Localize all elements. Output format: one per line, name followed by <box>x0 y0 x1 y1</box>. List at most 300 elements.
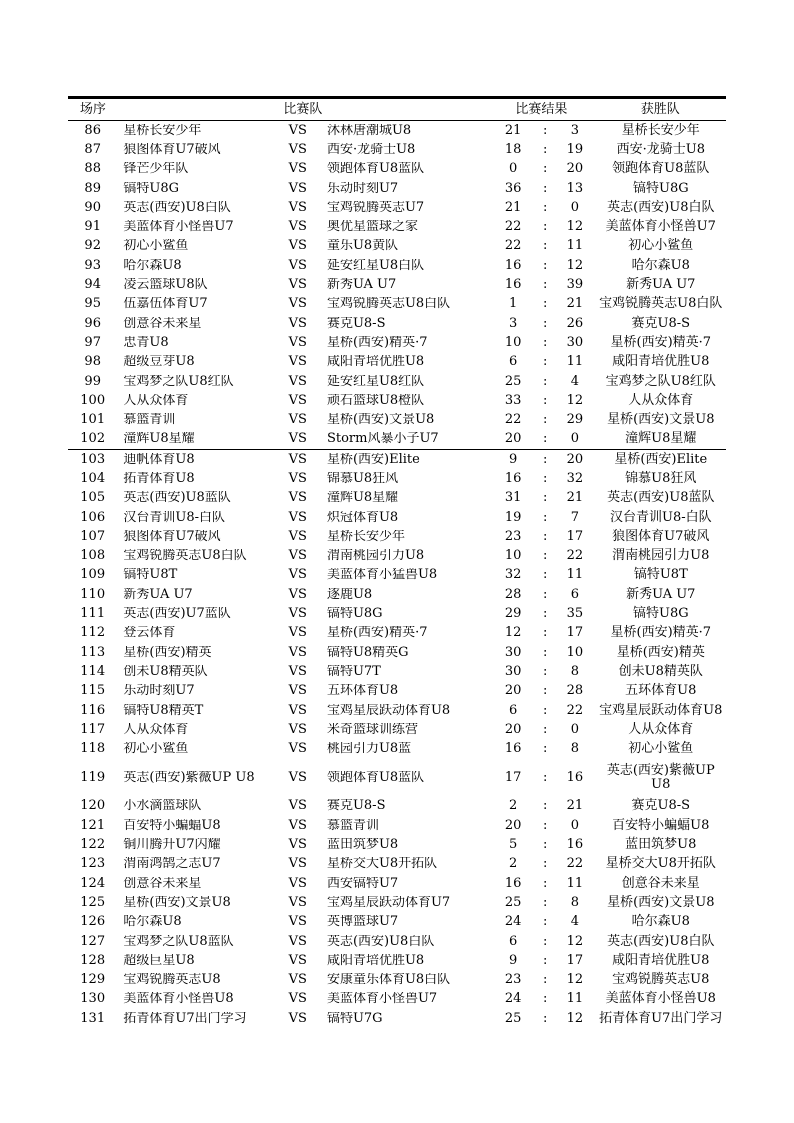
winner-team: 星桥交大U8开拓队 <box>605 856 716 872</box>
home-team: 英志(西安)U8白队 <box>123 200 231 215</box>
vs-label: VS <box>288 586 307 602</box>
winner-team: 赛克U8-S <box>631 798 691 814</box>
vs-label: VS <box>288 991 307 1007</box>
away-score: 17 <box>566 952 584 968</box>
vs-label: VS <box>288 199 307 215</box>
vs-label: VS <box>288 683 307 699</box>
home-team: 汉台青训U8-白队 <box>123 510 226 525</box>
away-team: 美蓝体育小猛兽U8 <box>326 568 438 583</box>
home-team: 登云体育 <box>123 626 176 641</box>
away-team: 西安·龙骑士U8 <box>326 142 416 157</box>
away-team: 慕篮青训 <box>326 818 379 833</box>
away-score: 12 <box>566 1010 584 1026</box>
winner-team: 星桥长安少年 <box>621 122 700 138</box>
vs-label: VS <box>288 354 307 370</box>
table-row <box>68 275 726 294</box>
winner-team: 镐特U8G <box>632 606 689 622</box>
away-score: 12 <box>566 392 584 408</box>
winner-team: 宝鸡锐腾英志U8白队 <box>599 296 723 312</box>
home-score: 2 <box>508 856 518 872</box>
away-team: 咸阳青培优胜U8 <box>326 355 425 370</box>
vs-label: VS <box>288 219 307 235</box>
home-score: 30 <box>504 663 522 679</box>
away-score: 11 <box>566 354 584 370</box>
home-score: 2 <box>508 798 518 814</box>
match-number: 118 <box>80 741 106 757</box>
table-row <box>68 314 726 333</box>
score-separator: : <box>543 373 548 389</box>
table-row <box>68 391 726 410</box>
score-separator: : <box>543 509 548 525</box>
score-separator: : <box>543 122 548 138</box>
match-number: 97 <box>84 334 101 350</box>
away-team: 锦慕U8狂风 <box>326 471 399 486</box>
winner-team: 人从众体育 <box>628 721 694 737</box>
vs-label: VS <box>288 122 307 138</box>
match-number: 91 <box>84 219 101 235</box>
home-score: 25 <box>504 1010 522 1026</box>
table-row <box>68 585 726 604</box>
home-score: 21 <box>504 199 522 215</box>
away-team: 宝鸡锐腾英志U8白队 <box>326 297 451 312</box>
match-number: 124 <box>80 875 106 891</box>
match-number: 121 <box>80 817 106 833</box>
away-score: 0 <box>570 431 579 447</box>
away-score: 22 <box>566 702 584 718</box>
away-team: 奥优星篮球之家 <box>326 220 418 235</box>
home-team: 潼辉U8星耀 <box>123 432 195 447</box>
winner-team: 英志(西安)紫薇UP U8 <box>606 762 715 792</box>
home-team: 超级巨星U8 <box>123 953 195 968</box>
away-score: 21 <box>566 798 584 814</box>
home-score: 9 <box>508 952 518 968</box>
table-row <box>68 295 726 314</box>
table-row <box>68 970 726 989</box>
table-row <box>68 179 726 198</box>
winner-team: 拓青体育U7出门学习 <box>599 1010 723 1026</box>
home-team: 创意谷未来星 <box>123 316 202 331</box>
away-score: 39 <box>566 277 584 293</box>
winner-team: 新秀UA U7 <box>626 586 696 602</box>
score-separator: : <box>543 741 548 757</box>
home-team: 人从众体育 <box>123 393 189 408</box>
winner-team: 星桥(西安)精英 <box>616 644 705 660</box>
table-row <box>68 410 726 429</box>
vs-label: VS <box>288 257 307 273</box>
vs-label: VS <box>288 837 307 853</box>
vs-label: VS <box>288 431 307 447</box>
winner-team: 星桥(西安)文景U8 <box>607 894 715 910</box>
match-number: 107 <box>80 528 106 544</box>
score-separator: : <box>543 451 548 467</box>
score-separator: : <box>543 894 548 910</box>
away-score: 17 <box>566 528 584 544</box>
table-row <box>68 643 726 662</box>
away-team: 镐特U8精英G <box>326 645 409 660</box>
home-team: 狼图体育U7破风 <box>123 529 221 544</box>
match-number: 98 <box>84 354 101 370</box>
away-team: 西安镐特U7 <box>326 876 399 891</box>
home-score: 17 <box>504 769 522 785</box>
winner-team: 五环体育U8 <box>625 683 697 699</box>
home-team: 宝鸡梦之队U8红队 <box>123 374 234 389</box>
home-team: 星桥(西安)文景U8 <box>123 895 231 910</box>
away-score: 0 <box>570 817 579 833</box>
winner-team: 创意谷未来星 <box>621 875 700 891</box>
vs-label: VS <box>288 817 307 833</box>
table-row <box>68 527 726 546</box>
vs-label: VS <box>288 702 307 718</box>
home-score: 16 <box>504 470 522 486</box>
score-separator: : <box>543 567 548 583</box>
vs-label: VS <box>288 141 307 157</box>
header-result: 比赛结果 <box>515 101 568 117</box>
winner-team: 哈尔森U8 <box>631 257 690 273</box>
winner-team: 英志(西安)U8白队 <box>607 933 715 949</box>
match-number: 109 <box>80 567 106 583</box>
winner-team: 蓝田筑梦U8 <box>625 837 697 853</box>
away-score: 4 <box>570 914 579 930</box>
away-score: 6 <box>570 586 579 602</box>
home-score: 25 <box>504 373 522 389</box>
score-separator: : <box>543 1010 548 1026</box>
winner-team: 美蓝体育小怪兽U8 <box>605 991 716 1007</box>
match-number: 119 <box>80 769 106 785</box>
vs-label: VS <box>288 798 307 814</box>
table-row <box>68 816 726 835</box>
score-separator: : <box>543 952 548 968</box>
match-number: 117 <box>80 721 106 737</box>
table-row <box>68 237 726 256</box>
vs-label: VS <box>288 528 307 544</box>
table-row <box>68 604 726 623</box>
home-team: 迪帆体育U8 <box>123 452 195 467</box>
away-score: 20 <box>566 451 584 467</box>
table-row <box>68 566 726 585</box>
home-team: 星桥长安少年 <box>123 123 202 138</box>
home-score: 25 <box>504 894 522 910</box>
away-team: 渭南桃园引力U8 <box>326 549 425 564</box>
away-team: 蓝田筑梦U8 <box>326 838 399 853</box>
winner-team: 潼辉U8星耀 <box>625 431 697 447</box>
match-number: 116 <box>80 702 106 718</box>
away-score: 8 <box>570 741 579 757</box>
vs-label: VS <box>288 392 307 408</box>
match-number: 111 <box>80 606 106 622</box>
home-score: 6 <box>508 702 518 718</box>
winner-team: 宝鸡星辰跃动体育U8 <box>599 702 723 718</box>
home-team: 锋芒少年队 <box>123 162 189 177</box>
away-team: 炽冠体育U8 <box>326 510 399 525</box>
score-separator: : <box>543 296 548 312</box>
home-team: 美蓝体育小怪兽U7 <box>123 220 234 235</box>
away-team: 星桥交大U8开拓队 <box>326 857 438 872</box>
table-row <box>68 489 726 508</box>
vs-label: VS <box>288 490 307 506</box>
away-score: 35 <box>566 606 584 622</box>
away-score: 22 <box>566 856 584 872</box>
away-team: 顽石篮球U8橙队 <box>326 393 425 408</box>
score-separator: : <box>543 644 548 660</box>
winner-team: 初心小鲨鱼 <box>628 238 694 254</box>
match-number: 130 <box>80 991 106 1007</box>
score-separator: : <box>543 606 548 622</box>
home-team: 伍嘉伍体育U7 <box>123 297 208 312</box>
away-team: 星桥(西安)Elite <box>326 452 420 467</box>
winner-team: 领跑体育U8蓝队 <box>612 161 710 177</box>
home-team: 百安特小蝙蝠U8 <box>123 818 221 833</box>
home-team: 渭南鸿鹄之志U7 <box>123 857 221 872</box>
home-team: 星桥(西安)精英 <box>123 645 212 660</box>
winner-team: 锦慕U8狂风 <box>625 470 697 486</box>
home-score: 23 <box>504 528 522 544</box>
score-separator: : <box>543 470 548 486</box>
winner-team: 英志(西安)U8蓝队 <box>607 490 715 506</box>
home-team: 狼图体育U7破风 <box>123 142 221 157</box>
away-score: 32 <box>566 470 584 486</box>
away-score: 13 <box>566 180 584 196</box>
table-row <box>68 682 726 701</box>
score-separator: : <box>543 625 548 641</box>
away-team: 英志(西安)U8白队 <box>326 934 435 949</box>
away-team: 领跑体育U8蓝队 <box>326 162 425 177</box>
home-score: 12 <box>504 625 522 641</box>
match-number: 120 <box>80 798 106 814</box>
away-score: 11 <box>566 567 584 583</box>
score-separator: : <box>543 199 548 215</box>
table-row <box>68 256 726 275</box>
home-score: 9 <box>508 451 518 467</box>
table-row <box>68 835 726 854</box>
home-score: 1 <box>508 296 518 312</box>
table-row <box>68 624 726 643</box>
home-team: 镐特U8精英T <box>123 703 204 718</box>
home-score: 23 <box>504 972 522 988</box>
home-score: 16 <box>504 741 522 757</box>
table-row <box>68 893 726 912</box>
away-score: 28 <box>566 683 584 699</box>
header-match: 比赛队 <box>283 101 323 117</box>
home-team: 初心小鲨鱼 <box>123 239 189 254</box>
away-score: 7 <box>570 509 579 525</box>
score-separator: : <box>543 875 548 891</box>
home-team: 初心小鲨鱼 <box>123 742 189 757</box>
vs-label: VS <box>288 567 307 583</box>
match-number: 90 <box>84 199 101 215</box>
winner-team: 咸阳青培优胜U8 <box>612 952 710 968</box>
table-row <box>68 874 726 893</box>
vs-label: VS <box>288 741 307 757</box>
home-team: 英志(西安)紫薇UP U8 <box>123 770 255 785</box>
score-separator: : <box>543 991 548 1007</box>
vs-label: VS <box>288 334 307 350</box>
home-team: 哈尔森U8 <box>123 915 182 930</box>
winner-team: 渭南桃园引力U8 <box>612 548 710 564</box>
home-team: 镐特U8G <box>123 181 180 196</box>
away-team: 领跑体育U8蓝队 <box>326 770 425 785</box>
table-row <box>68 372 726 391</box>
vs-label: VS <box>288 721 307 737</box>
match-number: 106 <box>80 509 106 525</box>
match-number: 87 <box>84 141 101 157</box>
match-number: 123 <box>80 856 106 872</box>
vs-label: VS <box>288 644 307 660</box>
home-score: 6 <box>508 933 518 949</box>
winner-team: 镐特U8G <box>632 180 689 196</box>
vs-label: VS <box>288 856 307 872</box>
away-team: 星桥(西安)精英·7 <box>326 335 428 350</box>
header-winner: 获胜队 <box>640 101 680 117</box>
vs-label: VS <box>288 412 307 428</box>
table-row <box>68 720 726 739</box>
match-number: 88 <box>84 161 101 177</box>
home-team: 凌云篮球U8队 <box>123 278 208 293</box>
home-team: 英志(西安)U8蓝队 <box>123 491 231 506</box>
table-row <box>68 450 726 469</box>
vs-label: VS <box>288 769 307 785</box>
score-separator: : <box>543 219 548 235</box>
away-team: 镐特U8G <box>326 607 383 622</box>
table-row <box>68 508 726 527</box>
away-score: 26 <box>566 315 584 331</box>
away-score: 4 <box>570 373 579 389</box>
score-separator: : <box>543 431 548 447</box>
away-team: 新秀UA U7 <box>326 278 397 293</box>
match-number: 96 <box>84 315 101 331</box>
winner-team: 宝鸡锐腾英志U8 <box>612 972 710 988</box>
home-team: 哈尔森U8 <box>123 258 182 273</box>
match-number: 93 <box>84 257 101 273</box>
home-score: 22 <box>504 219 522 235</box>
home-score: 0 <box>508 161 518 177</box>
away-team: 逐鹿U8 <box>326 587 373 602</box>
match-number: 104 <box>80 470 106 486</box>
home-score: 29 <box>504 606 522 622</box>
table-row <box>68 740 726 759</box>
winner-team: 美蓝体育小怪兽U7 <box>605 219 716 235</box>
score-separator: : <box>543 683 548 699</box>
home-team: 超级豆芽U8 <box>123 355 195 370</box>
away-team: 潼辉U8星耀 <box>326 491 399 506</box>
table-row <box>68 121 726 140</box>
table-row <box>68 469 726 488</box>
away-team: 星桥(西安)精英·7 <box>326 626 428 641</box>
home-team: 美蓝体育小怪兽U8 <box>123 992 234 1007</box>
match-number: 127 <box>80 933 106 949</box>
away-team: 赛克U8-S <box>326 799 386 814</box>
score-separator: : <box>543 392 548 408</box>
match-number: 128 <box>80 952 106 968</box>
winner-team: 星桥(西安)精英·7 <box>610 334 712 350</box>
home-score: 6 <box>508 354 518 370</box>
away-score: 8 <box>570 894 579 910</box>
score-separator: : <box>543 817 548 833</box>
away-score: 17 <box>566 625 584 641</box>
match-number: 89 <box>84 180 101 196</box>
winner-team: 哈尔森U8 <box>631 914 690 930</box>
home-score: 10 <box>504 334 522 350</box>
home-score: 18 <box>504 141 522 157</box>
winner-team: 英志(西安)U8白队 <box>607 199 715 215</box>
away-score: 11 <box>566 991 584 1007</box>
away-team: 英博篮球U7 <box>326 915 399 930</box>
table-row <box>68 547 726 566</box>
match-number: 115 <box>80 683 106 699</box>
score-separator: : <box>543 972 548 988</box>
home-team: 宝鸡梦之队U8蓝队 <box>123 934 234 949</box>
score-separator: : <box>543 798 548 814</box>
away-team: 沐林唐潮城U8 <box>326 123 412 138</box>
home-score: 20 <box>504 817 522 833</box>
match-number: 86 <box>84 122 101 138</box>
score-separator: : <box>543 702 548 718</box>
away-team: 星桥(西安)文景U8 <box>326 413 435 428</box>
score-separator: : <box>543 490 548 506</box>
vs-label: VS <box>288 161 307 177</box>
home-score: 19 <box>504 509 522 525</box>
vs-label: VS <box>288 625 307 641</box>
score-separator: : <box>543 180 548 196</box>
score-separator: : <box>543 257 548 273</box>
away-score: 11 <box>566 238 584 254</box>
match-number: 100 <box>80 392 106 408</box>
match-number: 122 <box>80 837 106 853</box>
away-score: 19 <box>566 141 584 157</box>
home-score: 24 <box>504 991 522 1007</box>
vs-label: VS <box>288 315 307 331</box>
home-score: 30 <box>504 644 522 660</box>
match-number: 92 <box>84 238 101 254</box>
vs-label: VS <box>288 933 307 949</box>
away-score: 10 <box>566 644 584 660</box>
score-separator: : <box>543 663 548 679</box>
match-number: 129 <box>80 972 106 988</box>
winner-team: 星桥(西安)Elite <box>614 451 708 467</box>
score-separator: : <box>543 354 548 370</box>
away-team: 五环体育U8 <box>326 684 399 699</box>
table-row <box>68 430 726 450</box>
home-score: 31 <box>504 490 522 506</box>
vs-label: VS <box>288 894 307 910</box>
score-separator: : <box>543 141 548 157</box>
table-header <box>68 99 726 120</box>
away-team: 米奇篮球训练营 <box>326 722 418 737</box>
winner-team: 创未U8精英队 <box>618 663 703 679</box>
winner-team: 汉台青训U8-白队 <box>609 509 712 525</box>
away-score: 12 <box>566 933 584 949</box>
home-team: 宝鸡锐腾英志U8 <box>123 973 221 988</box>
home-score: 16 <box>504 875 522 891</box>
match-number: 126 <box>80 914 106 930</box>
match-number: 94 <box>84 277 101 293</box>
vs-label: VS <box>288 875 307 891</box>
table-row <box>68 353 726 372</box>
away-team: 镐特U7G <box>326 1011 383 1026</box>
away-score: 12 <box>566 257 584 273</box>
table-row <box>68 759 726 797</box>
home-team: 拓青体育U7出门学习 <box>123 1011 247 1026</box>
home-score: 32 <box>504 567 522 583</box>
table-row <box>68 333 726 352</box>
home-team: 创未U8精英队 <box>123 664 208 679</box>
table-row <box>68 855 726 874</box>
away-team: 美蓝体育小怪兽U7 <box>326 992 438 1007</box>
away-team: 童乐U8黄队 <box>326 239 399 254</box>
score-separator: : <box>543 769 548 785</box>
home-score: 20 <box>504 683 522 699</box>
home-score: 21 <box>504 122 522 138</box>
winner-team: 人从众体育 <box>628 392 694 408</box>
